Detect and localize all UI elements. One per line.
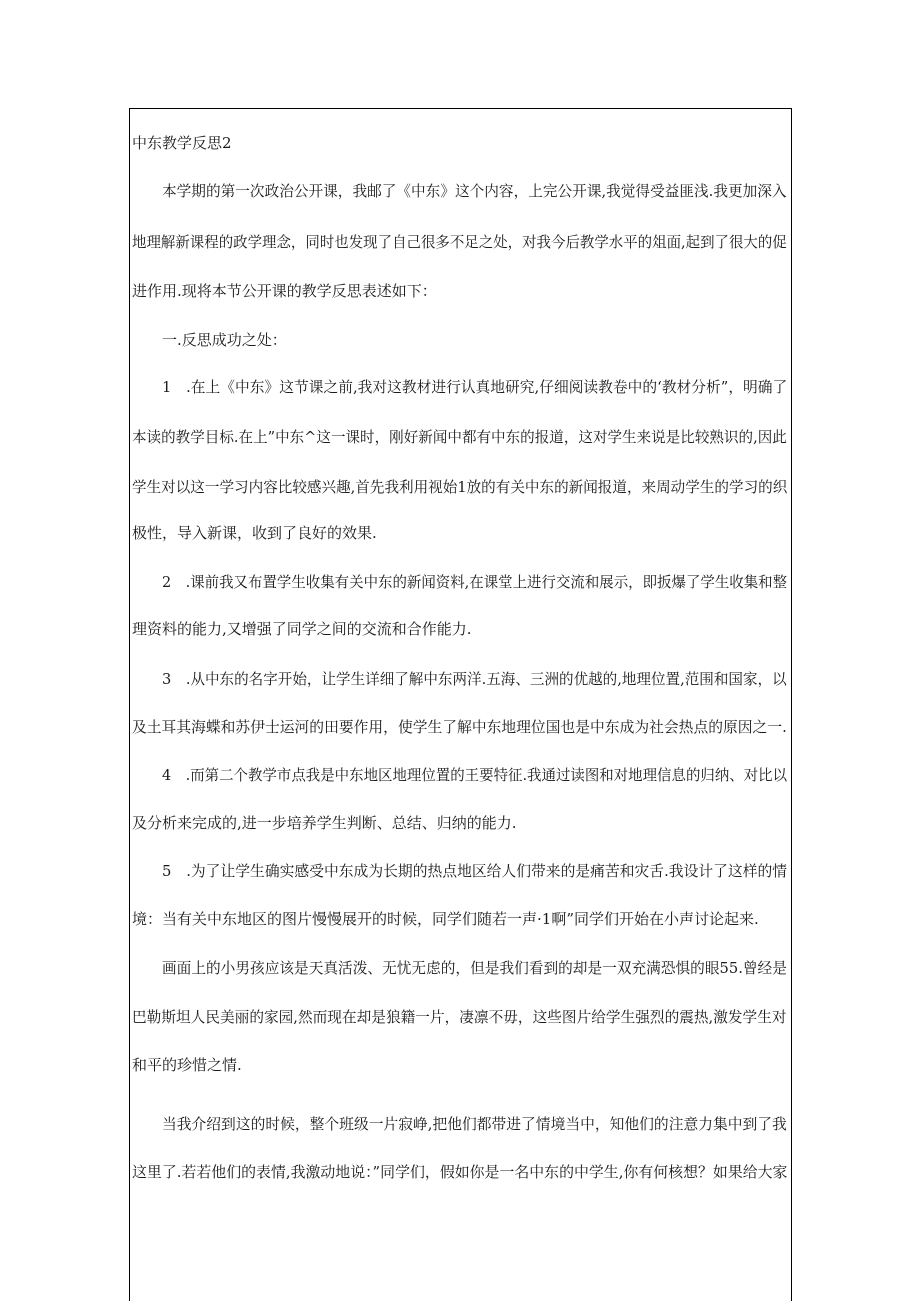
- paragraph-line: 当我介绍到这的时候，整个班级一片寂峥,把他们都带进了情境当中，知他们的注意力集中到了我: [162, 1115, 787, 1133]
- document-title: 中东教学反思2: [132, 134, 232, 152]
- paragraph-line: 5 .为了让学生确实感受中东成为长期的热点地区给人们带来的是痛苦和灾舌.我设计了这样的情: [162, 862, 788, 880]
- paragraph-line: 及分析来完成的,进一步培养学生判断、总结、归纳的能力.: [132, 814, 517, 832]
- paragraph-line: 4 .而第二个教学市点我是中东地区地理位置的王要特征.我通过读图和对地理信息的归纳、对比以: [162, 766, 788, 784]
- paragraph-line: 和平的珍惜之情.: [132, 1056, 242, 1074]
- paragraph-line: 地理解新课程的政学理念，同时也发现了自己很多不足之处，对我今后教学水平的俎面,起到了很大的促: [132, 233, 787, 251]
- document-page: [129, 108, 792, 1301]
- section-heading: 一.反思成功之处：: [162, 331, 287, 349]
- paragraph-line: 1 .在上《中东》这节课之前,我对这教材进行认真地研究,仔细阅读教卷中的‘教材分析”，明确了: [162, 378, 788, 396]
- paragraph-line: 巴勒斯坦人民美丽的家园,然而现在却是狼籍一片，凄凛不毋，这些图片给学生强烈的震热,激发学生对: [132, 1008, 787, 1026]
- paragraph-line: 画面上的小男孩应该是天真活泼、无忧无虑的，但是我们看到的却是一双充满恐惧的眼55.曾经是: [162, 959, 787, 977]
- paragraph-line: 本学期的第一次政治公开课，我邮了《中东》这个内容，上完公开课,我觉得受益匪浅.我更加深入: [162, 182, 787, 200]
- paragraph-line: 极性，导入新课，收到了良好的效果.: [132, 524, 377, 542]
- paragraph-line: 进作用.现将本节公开课的教学反思表述如下：: [132, 282, 437, 300]
- paragraph-line: 学生对以这一学习内容比较感兴趣,首先我利用视始1放的有关中东的新闻报道，来周动学生的学习的织: [132, 478, 788, 496]
- paragraph-line: 及土耳其海蝶和苏伊士运河的田要作用，使学生了解中东地理位国也是中东成为社会热点的原因之一.: [132, 718, 787, 736]
- paragraph-line: 这里了.若若他们的表情,我激动地说：”同学们，假如你是一名中东的中学生,你有何核想？如果给大家: [132, 1163, 788, 1181]
- paragraph-line: 2 .课前我又布置学生收集有关中东的新闻资料,在课堂上进行交流和展示，即扳爆了学生收集和整: [162, 573, 788, 591]
- paragraph-line: 境：当有关中东地区的图片慢慢展开的时候，同学们随若一声·1啊”同学们开始在小声讨论起来.: [132, 910, 759, 928]
- paragraph-line: 理资料的能力,又增强了同学之间的交流和合作能力.: [132, 620, 472, 638]
- paragraph-line: 3 .从中东的名字开始，让学生详细了解中东两洋.五海、三洲的优越的,地理位置,范围和国家，以: [162, 670, 787, 688]
- paragraph-line: 本读的教学目标.在上”中东^这一课时，刚好新闻中都有中东的报道，这对学生来说是比较熟识的,因此: [132, 428, 787, 446]
